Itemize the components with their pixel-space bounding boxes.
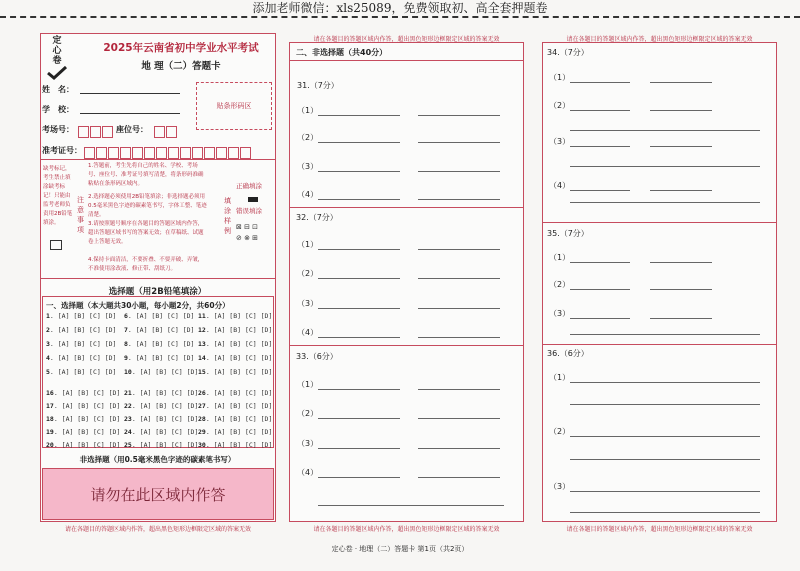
mc-question-number: 17	[46, 402, 54, 410]
q32-answer-line[interactable]	[318, 249, 400, 250]
sheet-subtitle: 地 理（二）答题卡	[141, 61, 221, 72]
mc-number-separator: .	[127, 354, 136, 362]
mc-number-separator: .	[205, 402, 214, 410]
mc-question-18[interactable]	[46, 415, 120, 423]
exam-room-boxes[interactable]	[78, 121, 114, 140]
q34-sub-label: （3）	[549, 137, 571, 146]
mc-options[interactable]: [A] [B] [C] [D]	[61, 428, 121, 436]
q36-answer-line[interactable]	[570, 382, 760, 383]
mc-options[interactable]: [A] [B] [C] [D]	[213, 402, 273, 410]
mc-number-separator: .	[49, 368, 58, 376]
mc-question-19[interactable]	[46, 428, 120, 436]
mc-number-separator: .	[127, 326, 136, 334]
mc-question-number: 2	[46, 326, 50, 334]
q34-title: 34.（7分）	[547, 48, 589, 57]
mc-options[interactable]: [A] [B] [C] [D]	[135, 340, 195, 348]
q34-answer-line[interactable]	[570, 190, 630, 191]
mc-options[interactable]: [A] [B] [C] [D]	[57, 340, 117, 348]
correct-fill-label: 正确填涂	[236, 182, 262, 190]
mc-options[interactable]: [A] [B] [C] [D]	[135, 354, 195, 362]
mc-number-separator: .	[205, 354, 214, 362]
mc-question-21[interactable]	[124, 389, 198, 397]
name-label: 姓 名：	[42, 85, 74, 94]
mc-options[interactable]: [A] [B] [C] [D]	[213, 326, 273, 334]
q34-extra-line-3[interactable]	[570, 202, 760, 203]
mc-question-number: 5	[46, 368, 50, 376]
wrong-fill-label: 错误填涂	[236, 207, 262, 215]
mc-options[interactable]: [A] [B] [C] [D]	[139, 415, 199, 423]
q33-sub-label: （2）	[297, 409, 319, 418]
mc-question-20[interactable]	[46, 441, 120, 449]
mc-number-separator: .	[205, 441, 214, 449]
q33-answer-line[interactable]	[318, 477, 400, 478]
mc-options[interactable]: [A] [B] [C] [D]	[213, 312, 273, 320]
mc-question-14[interactable]	[198, 354, 272, 362]
mc-question-11[interactable]	[198, 312, 272, 320]
mc-question-number: 29	[198, 428, 206, 436]
mc-options[interactable]: [A] [B] [C] [D]	[61, 402, 121, 410]
q36-answer-line[interactable]	[570, 436, 760, 437]
q32-answer-line[interactable]	[318, 278, 400, 279]
mc-options[interactable]: [A] [B] [C] [D]	[213, 389, 273, 397]
q35-answer-line[interactable]	[570, 289, 630, 290]
q35-answer-line-b[interactable]	[650, 318, 712, 319]
barcode-label: 贴条形码区	[216, 102, 252, 110]
notice-item-2: 2.选择题必须使用2B铅笔填涂；非选择题必须用0.5毫米黑色字迹的碳素笔书写，字体工整、笔迹清楚。	[88, 194, 207, 218]
q32-q33-divider	[289, 345, 523, 346]
exam-title: 2025年云南省初中学业水平考试	[103, 42, 259, 54]
mc-question-number: 14	[198, 354, 206, 362]
mc-options[interactable]: [A] [B] [C] [D]	[213, 428, 273, 436]
mc-options[interactable]: [A] [B] [C] [D]	[57, 312, 117, 320]
mc-question-number: 16	[46, 389, 54, 397]
fill-sample-label: 填涂样例	[224, 197, 231, 235]
q31-title: 31.（7分）	[297, 81, 339, 90]
q35-title: 35.（7分）	[547, 229, 589, 238]
mc-question-number: 13	[198, 340, 206, 348]
mc-question-29[interactable]	[198, 428, 272, 436]
mc-question-number: 3	[46, 340, 50, 348]
brand-logo	[44, 36, 70, 83]
mc-number-separator: .	[131, 402, 140, 410]
mc-number-separator: .	[131, 428, 140, 436]
mc-question-number: 1	[46, 312, 50, 320]
q32-answer-line-b[interactable]	[418, 249, 500, 250]
mc-question-number: 25	[124, 441, 132, 449]
q31-sub-label: （1）	[297, 106, 319, 115]
name-field[interactable]	[80, 93, 180, 94]
checkmark-icon	[46, 66, 68, 80]
q34-sub-label: （1）	[549, 73, 571, 82]
mc-question-23[interactable]	[124, 415, 198, 423]
school-field[interactable]	[80, 113, 180, 114]
q33-answer-line[interactable]	[318, 418, 400, 419]
q31-answer-line-b[interactable]	[418, 171, 500, 172]
q35-extra-line[interactable]	[570, 334, 760, 335]
brand-text: 定心卷	[52, 36, 62, 66]
column-3-panel	[542, 42, 777, 522]
q31-answer-line[interactable]	[318, 142, 400, 143]
mc-options[interactable]: [A] [B] [C] [D]	[139, 368, 199, 376]
q36-sub-label: （2）	[549, 427, 571, 436]
q34-answer-line[interactable]	[570, 146, 630, 147]
q32-sub-label: （3）	[297, 299, 319, 308]
mc-options[interactable]: [A] [B] [C] [D]	[213, 354, 273, 362]
mc-question-28[interactable]	[198, 415, 272, 423]
q34-extra-line[interactable]	[570, 130, 760, 131]
mc-question-number: 24	[124, 428, 132, 436]
q33-answer-line-b[interactable]	[418, 418, 500, 419]
mc-options[interactable]: [A] [B] [C] [D]	[139, 389, 199, 397]
q33-answer-line[interactable]	[318, 448, 400, 449]
q32-sub-label: （1）	[297, 240, 319, 249]
mc-options[interactable]: [A] [B] [C] [D]	[57, 326, 117, 334]
mc-number-separator: .	[53, 428, 62, 436]
q31-q32-divider	[289, 207, 523, 208]
mc-options[interactable]: [A] [B] [C] [D]	[213, 415, 273, 423]
page-footer: 定心卷 · 地理（二）答题卡 第1页（共2页）	[331, 545, 469, 553]
mc-question-26[interactable]	[198, 389, 272, 397]
mc-question-3[interactable]	[46, 340, 116, 348]
q35-answer-line-b[interactable]	[650, 289, 712, 290]
q34-answer-line[interactable]	[570, 82, 630, 83]
mc-question-10[interactable]	[124, 368, 198, 376]
q34-sub-label: （2）	[549, 101, 571, 110]
mc-number-separator: .	[127, 312, 136, 320]
mc-question-30[interactable]	[198, 441, 272, 449]
mc-question-number: 18	[46, 415, 54, 423]
mc-options[interactable]: [A] [B] [C] [D]	[139, 428, 199, 436]
mc-number-separator: .	[49, 312, 58, 320]
mc-options[interactable]: [A] [B] [C] [D]	[139, 441, 199, 449]
q31-sub-label: （2）	[297, 133, 319, 142]
mc-question-16[interactable]	[46, 389, 120, 397]
notice-label: 注意事项	[77, 196, 84, 234]
mc-number-separator: .	[53, 389, 62, 397]
mc-options[interactable]: [A] [B] [C] [D]	[139, 402, 199, 410]
q35-answer-line[interactable]	[570, 262, 630, 263]
q31-answer-line-b[interactable]	[418, 142, 500, 143]
q35-sub-label: （1）	[549, 253, 571, 262]
column-2-panel	[289, 42, 524, 522]
mc-number-separator: .	[205, 389, 214, 397]
mc-options[interactable]: [A] [B] [C] [D]	[57, 354, 117, 362]
dashed-divider	[0, 16, 800, 18]
correct-fill-sample	[248, 197, 258, 202]
mc-options[interactable]: [A] [B] [C] [D]	[61, 389, 121, 397]
q31-sub-label: （3）	[297, 162, 319, 171]
q32-answer-line-b[interactable]	[418, 337, 500, 338]
seat-boxes[interactable]	[154, 121, 178, 140]
mc-section-title: 选择题（用2B铅笔填涂）	[108, 287, 207, 297]
absence-note: 缺考标记，考生禁止填涂缺考标记！只能由监考老师负责用2B铅笔填涂。	[43, 166, 73, 226]
mc-question-number: 23	[124, 415, 132, 423]
mc-number-separator: .	[49, 354, 58, 362]
q36-sub-label: （1）	[549, 373, 571, 382]
mc-part-title: 一、选择题（本大题共30小题，每小题2分，共60分）	[46, 301, 230, 310]
q36-answer-line[interactable]	[570, 491, 760, 492]
mc-number-separator: .	[53, 441, 62, 449]
mc-question-number: 15	[198, 368, 206, 376]
wrong-fill-samples: ⊠ ⊟ ⊡ ⊘ ⊗ ⊞	[236, 223, 259, 242]
q35-q36-divider	[542, 344, 776, 345]
q31-answer-line[interactable]	[318, 171, 400, 172]
exam-room-label: 考场号：	[42, 125, 74, 134]
q34-answer-line-b[interactable]	[650, 110, 712, 111]
part-title-divider	[289, 60, 523, 61]
mc-options[interactable]: [A] [B] [C] [D]	[213, 441, 273, 449]
mc-question-12[interactable]	[198, 326, 272, 334]
q32-title: 32.（7分）	[296, 213, 338, 222]
mc-number-separator: .	[131, 415, 140, 423]
q34-answer-line-b[interactable]	[650, 82, 712, 83]
q32-answer-line-b[interactable]	[418, 278, 500, 279]
mc-number-separator: .	[205, 340, 214, 348]
mc-options[interactable]: [A] [B] [C] [D]	[61, 415, 121, 423]
notice-item-1: 1.答题前，考生先将自己的姓名、学校、考场号、座位号、准考证号填写清楚，将条形码准确粘贴在条形码区域内。	[88, 163, 204, 187]
mc-options[interactable]: [A] [B] [C] [D]	[61, 441, 121, 449]
mc-number-separator: .	[131, 368, 140, 376]
q33-title: 33.（6分）	[296, 352, 338, 361]
mc-number-separator: .	[205, 326, 214, 334]
q36-extra-line[interactable]	[570, 512, 760, 513]
mc-question-22[interactable]	[124, 402, 198, 410]
mc-question-4[interactable]	[46, 354, 116, 362]
mc-question-number: 22	[124, 402, 132, 410]
q34-extra-line-2[interactable]	[570, 166, 760, 167]
mc-number-separator: .	[205, 368, 214, 376]
mc-question-6[interactable]	[124, 312, 194, 320]
warning-text-col3-top: 请在各题目的答题区域内作答，超出黑色矩形边框限定区域的答案无效	[566, 36, 753, 43]
q36-extra-line[interactable]	[570, 404, 760, 405]
mc-question-5[interactable]	[46, 368, 116, 376]
nonmc-part-title: 二、非选择题（共40分）	[296, 48, 388, 57]
q31-answer-line[interactable]	[318, 115, 400, 116]
mc-question-9[interactable]	[124, 354, 194, 362]
q33-sub-label: （1）	[297, 380, 319, 389]
mc-question-7[interactable]	[124, 326, 194, 334]
q36-sub-label: （3）	[549, 482, 571, 491]
mc-number-separator: .	[49, 340, 58, 348]
mc-options[interactable]: [A] [B] [C] [D]	[57, 368, 117, 376]
q32-answer-line-b[interactable]	[418, 308, 500, 309]
absence-checkbox[interactable]	[50, 240, 62, 250]
q32-answer-line[interactable]	[318, 308, 400, 309]
mc-options[interactable]: [A] [B] [C] [D]	[213, 340, 273, 348]
q35-answer-line[interactable]	[570, 318, 630, 319]
mc-question-2[interactable]	[46, 326, 116, 334]
mc-number-separator: .	[131, 441, 140, 449]
ticket-label: 准考证号：	[42, 146, 82, 155]
mc-question-number: 11	[198, 312, 206, 320]
q33-answer-line[interactable]	[318, 389, 400, 390]
mc-number-separator: .	[131, 389, 140, 397]
q31-answer-line[interactable]	[318, 199, 400, 200]
mc-question-number: 20	[46, 441, 54, 449]
nonmc-section-title: 非选择题（用0.5毫米黑色字迹的碳素笔书写）	[79, 455, 236, 464]
mc-options[interactable]: [A] [B] [C] [D]	[135, 326, 195, 334]
q31-answer-line-b[interactable]	[418, 199, 500, 200]
q31-sub-label: （4）	[297, 190, 319, 199]
q35-sub-label: （3）	[549, 309, 571, 318]
q32-sub-label: （4）	[297, 328, 319, 337]
mc-question-24[interactable]	[124, 428, 198, 436]
mc-options[interactable]: [A] [B] [C] [D]	[213, 368, 273, 376]
mc-question-number: 28	[198, 415, 206, 423]
school-label: 学 校：	[42, 105, 74, 114]
mc-question-1[interactable]	[46, 312, 116, 320]
notice-item-3: 3.请按照题号顺序在各题目的答题区域内作答，超出答题区域书写的答案无效；在草稿纸、试题卷上答题无效。	[88, 221, 204, 245]
q33-sub-label: （3）	[297, 439, 319, 448]
mc-question-number: 8	[124, 340, 128, 348]
mc-question-8[interactable]	[124, 340, 194, 348]
mc-number-separator: .	[205, 312, 214, 320]
q31-answer-line-b[interactable]	[418, 115, 500, 116]
q33-sub-label: （4）	[297, 468, 319, 477]
mc-question-number: 10	[124, 368, 132, 376]
q33-answer-line-b[interactable]	[418, 448, 500, 449]
mc-question-15[interactable]	[198, 368, 272, 376]
warning-text-col3-bottom: 请在各题目的答题区域内作答，超出黑色矩形边框限定区域的答案无效	[566, 526, 753, 533]
mc-question-27[interactable]	[198, 402, 272, 410]
mc-question-number: 19	[46, 428, 54, 436]
q33-answer-line-b[interactable]	[418, 389, 500, 390]
warning-text-col2-top: 请在各题目的答题区域内作答，超出黑色矩形边框限定区域的答案无效	[313, 36, 500, 43]
q36-extra-line[interactable]	[570, 459, 760, 460]
mc-question-number: 12	[198, 326, 206, 334]
mc-question-number: 26	[198, 389, 206, 397]
mc-question-number: 30	[198, 441, 206, 449]
q35-sub-label: （2）	[549, 280, 571, 289]
q34-answer-line[interactable]	[570, 110, 630, 111]
no-answer-zone	[42, 468, 274, 520]
q32-sub-label: （2）	[297, 269, 319, 278]
q36-title: 36.（6分）	[547, 349, 589, 358]
mc-number-separator: .	[205, 428, 214, 436]
mc-question-number: 7	[124, 326, 128, 334]
warning-text-col1: 请在各题目的答题区域内作答，超出黑色矩形边框限定区域的答案无效	[64, 526, 251, 533]
barcode-area	[196, 82, 272, 130]
top-watermark-note: 添加老师微信：xls25089，免费领取初、高全套押题卷	[252, 1, 548, 15]
seat-label: 座位号：	[116, 125, 148, 134]
q34-q35-divider	[542, 222, 776, 223]
mc-question-number: 27	[198, 402, 206, 410]
no-answer-zone-text: 请勿在此区域内作答	[90, 486, 226, 504]
mc-number-separator: .	[49, 326, 58, 334]
notice-item-4: 4.保持卡面清洁，不要折叠、不要弄破、弄皱，不准使用涂改液、修正带、刮纸刀。	[88, 257, 204, 272]
mc-number-separator: .	[53, 402, 62, 410]
q32-answer-line[interactable]	[318, 337, 400, 338]
mc-number-separator: .	[127, 340, 136, 348]
mc-question-25[interactable]	[124, 441, 198, 449]
mc-question-number: 9	[124, 354, 128, 362]
warning-text-col2-bottom: 请在各题目的答题区域内作答，超出黑色矩形边框限定区域的答案无效	[313, 526, 500, 533]
q34-answer-line-b[interactable]	[650, 190, 712, 191]
mc-question-number: 21	[124, 389, 132, 397]
q33-answer-line-b[interactable]	[418, 477, 500, 478]
mc-number-separator: .	[53, 415, 62, 423]
mc-question-13[interactable]	[198, 340, 272, 348]
mc-number-separator: .	[205, 415, 214, 423]
q34-answer-line-b[interactable]	[650, 146, 712, 147]
mc-question-number: 6	[124, 312, 128, 320]
q34-sub-label: （4）	[549, 181, 571, 190]
mc-question-17[interactable]	[46, 402, 120, 410]
q35-answer-line-b[interactable]	[650, 262, 712, 263]
mc-question-number: 4	[46, 354, 50, 362]
q33-extra-line[interactable]	[318, 505, 504, 506]
mc-options[interactable]: [A] [B] [C] [D]	[135, 312, 195, 320]
